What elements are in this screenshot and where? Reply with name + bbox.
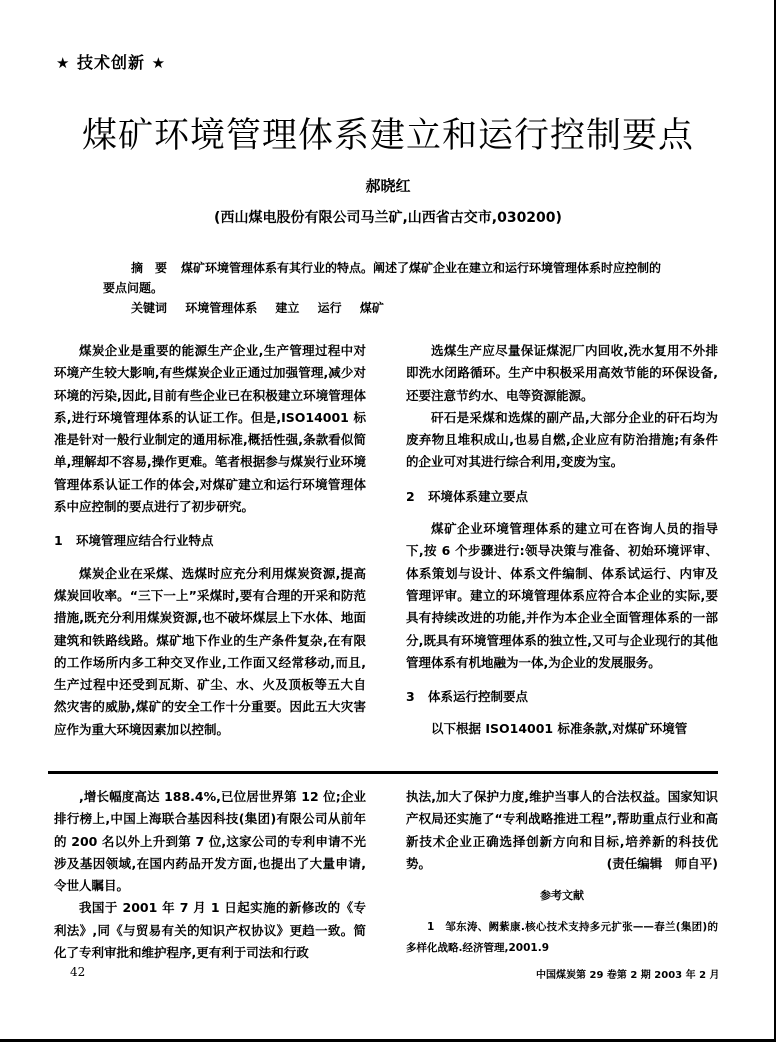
body-column-left bbox=[54, 340, 366, 741]
paragraph: ,增长幅度高达 188.4%,已位居世界第 12 位;企业排行榜上,中国上海联合基因科技(集团)有限公司从前年的 200 名以外上升到第 7 位,这家公司的专利申请不光涉及基因领域,在国内药品开发方面,也提出了大量申请,令世人瞩目。 bbox=[54, 789, 366, 894]
reference-item bbox=[406, 917, 718, 959]
paragraph: 我国于 2001 年 7 月 1 日起实施的新修改的《专利法》,同《与贸易有关的知识产权协议》更趋一致。简化了专利审批和维护程序,更有利于司法和行政 bbox=[54, 900, 366, 961]
keyword: 运行 bbox=[317, 301, 342, 315]
section-heading-1 bbox=[54, 530, 366, 552]
article-author: 郝晓红 bbox=[365, 177, 411, 195]
keyword: 建立 bbox=[275, 301, 300, 315]
intro-paragraph: 煤炭企业是重要的能源生产企业,生产管理过程中对环境产生较大影响,有些煤炭企业正通过加强管理,减少对环境的污染,因此,目前有些企业已在积极建立环境管理体系,进行环境管理体系的认证工作。但是,ISO14001 标准是针对一般行业制定的通用标准,概括性强,条款看似简单,理解却不容易,操作更难。笔者根据参与煤炭行业环境管理体系认证工作的体会,对煤矿建立和运行环境管理体系中应控制的要点进行了初步研究。 bbox=[54, 343, 366, 515]
references-heading: 参考文献 bbox=[540, 889, 584, 903]
star-icon: ★ bbox=[56, 54, 71, 72]
section-title: 环境体系建立要点 bbox=[428, 488, 529, 504]
keywords bbox=[103, 298, 671, 318]
section-heading-3 bbox=[406, 686, 718, 708]
section-number: 2 bbox=[406, 488, 415, 504]
paragraph: 矸石是采煤和选煤的副产品,大部分企业的矸石均为废弃物且堆积成山,也易自燃,企业应有防治措施;有条件的企业可对其进行综合利用,变废为宝。 bbox=[406, 409, 718, 470]
reference-number: 1 bbox=[427, 921, 435, 934]
section-1-paragraph: 煤炭企业在采煤、选煤时应充分利用煤炭资源,提高煤炭回收率。“三下一上”采煤时,要有合理的开采和防范措施,既充分利用煤炭资源,也不破坏煤层上下水体、地面建筑和铁路线路。煤矿地下作业的生产条件复杂,在有限的工作场所内多工种交叉作业,工作面又经常移动,而且,生产过程中还受到瓦斯、矿尘、水、火及顶板等五大自然灾害的威胁,煤矿的安全工作十分重要。因此五大灾害应作为重大环境因素加以控制。 bbox=[54, 565, 366, 737]
section-title: 体系运行控制要点 bbox=[428, 689, 529, 705]
star-icon: ★ bbox=[151, 54, 167, 72]
section-heading-2 bbox=[406, 486, 718, 508]
article-title: 煤矿环境管理体系建立和运行控制要点 bbox=[81, 116, 694, 156]
paragraph: 选煤生产应尽量保证煤泥厂内回收,洗水复用不外排即洗水闭路循环。生产中积极采用高效节能的环保设备,还要注意节约水、电等资源能源。 bbox=[406, 343, 718, 403]
editor-note: (责任编辑 师自平) bbox=[606, 855, 718, 871]
author-affiliation: (西山煤电股份有限公司马兰矿,山西省古交市,030200) bbox=[214, 210, 562, 226]
reference-text: 邹东涛、阙紫康.核心技术支持多元扩张——春兰(集团)的多样化战略.经济管理,2001.9 bbox=[406, 921, 718, 955]
lower-column-right bbox=[406, 786, 718, 959]
abstract-block bbox=[103, 258, 671, 318]
column-tag bbox=[56, 50, 166, 73]
abstract bbox=[103, 258, 671, 298]
section-divider bbox=[48, 771, 718, 774]
keyword: 煤矿 bbox=[359, 301, 384, 315]
abstract-label: 摘 要 bbox=[131, 261, 168, 275]
section-2-paragraph: 煤矿企业环境管理体系的建立可在咨询人员的指导下,按 6 个步骤进行:领导决策与准备、初始环境评审、体系策划与设计、体系文件编制、体系试运行、内审及管理评审。建立的环境管理体系应符合本企业的实际,要具有持续改进的功能,并作为本企业全面管理体系的一部分,既具有环境管理体系的独立性,又可与企业现行的其他管理体系有机地融为一体,为企业的发展服务。 bbox=[406, 521, 718, 670]
section-title: 环境管理应结合行业特点 bbox=[76, 533, 214, 549]
abstract-text: 煤矿环境管理体系有其行业的特点。阐述了煤矿企业在建立和运行环境管理体系时应控制的要点问题。 bbox=[103, 261, 662, 295]
column-tag-label: 技术创新 bbox=[77, 53, 146, 72]
section-number: 1 bbox=[54, 533, 63, 549]
keyword: 环境管理体系 bbox=[185, 301, 258, 315]
body-column-right bbox=[406, 340, 718, 741]
journal-citation: 中国煤炭第 29 卷第 2 期 2003 年 2 月 bbox=[536, 970, 720, 981]
section-number: 3 bbox=[406, 689, 415, 705]
paragraph-text: 执法,加大了保护力度,维护当事人的合法权益。国家知识产权局还实施了“专利战略推进工程”,帮助重点行业和高新技术企业正确选择创新方向和目标,培养新的科技优势。 bbox=[406, 789, 718, 871]
paragraph bbox=[406, 786, 718, 875]
lower-column-left bbox=[54, 786, 366, 964]
keywords-label: 关键词 bbox=[131, 301, 168, 315]
page-number: 42 bbox=[70, 965, 86, 979]
section-3-paragraph: 以下根据 ISO14001 标准条款,对煤矿环境管 bbox=[431, 721, 688, 737]
